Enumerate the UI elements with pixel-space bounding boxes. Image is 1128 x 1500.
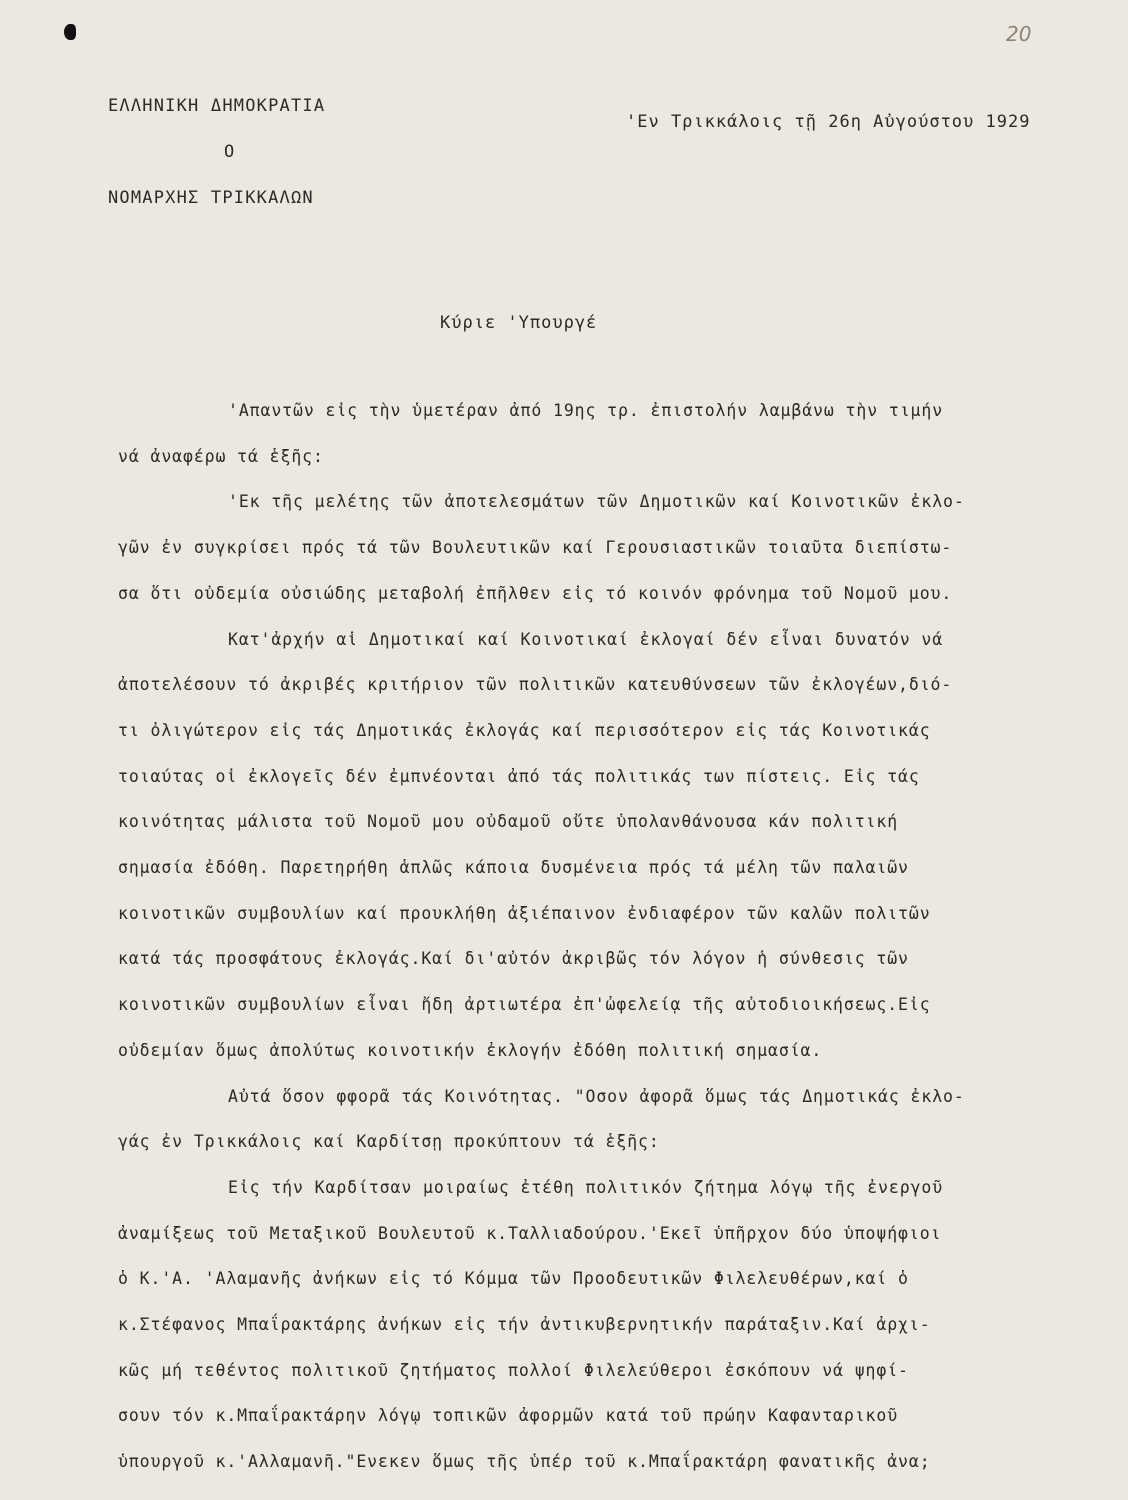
dateline: 'Εν Τρικκάλοις τῇ 26η Αὐγούστου 1929 — [626, 112, 1031, 132]
body-line: κοινοτικῶν συμβουλίων καί προυκλήθη ἀξιέπαινον ἐνδιαφέρον τῶν καλῶν πολιτῶν — [118, 903, 931, 923]
salutation: Κύριε 'Υπουργέ — [440, 313, 598, 333]
punch-hole-mark — [64, 24, 76, 40]
body-line: οὐδεμίαν ὅμως ἀπολύτως κοινοτικήν ἐκλογήν ἐδόθη πολιτική σημασία. — [118, 1040, 823, 1060]
letterhead — [108, 96, 325, 234]
body-line: γάς ἐν Τρικκάλοις καί Καρδίτσῃ προκύπτουν τά ἑξῆς: — [118, 1132, 660, 1152]
body-line: τοιαύτας οἱ ἐκλογεῖς δέν ἐμπνέονται ἀπό τάς πολιτικάς των πίστεις. Εἰς τάς — [118, 766, 920, 786]
archive-number: 20 — [1006, 22, 1032, 46]
body-line: σουν τόν κ.Μπαΐρακτάρην λόγῳ τοπικῶν ἀφορμῶν κατά τοῦ πρώην Καφανταρικοῦ — [118, 1406, 899, 1426]
letterhead-line-1: ΕΛΛΗΝΙΚΗ ΔΗΜΟΚΡΑΤΙΑ — [108, 96, 326, 116]
letter-body — [118, 388, 1108, 1485]
body-line: κοινοτικῶν συμβουλίων εἶναι ἤδη ἀρτιωτέρα ἐπ'ὠφελείᾳ τῆς αὐτοδιοικήσεως.Εἰς — [118, 995, 931, 1015]
body-line: σημασία ἐδόθη. Παρετηρήθη ἁπλῶς κάποια δυσμένεια πρός τά μέλη τῶν παλαιῶν — [118, 858, 909, 878]
body-line: Κατ'ἀρχήν αἱ Δημοτικαί καί Κοινοτικαί ἐκλογαί δέν εἶναι δυνατόν νά — [228, 629, 944, 649]
body-line: ὁ Κ.'Α. 'Αλαμανῆς ἀνήκων εἰς τό Κόμμα τῶν Προοδευτικῶν Φιλελευθέρων,καί ὁ — [118, 1269, 909, 1289]
body-line: 'Απαντῶν εἰς τὴν ὑμετέραν ἀπό 19ης τρ. ἐπιστολήν λαμβάνω τὴν τιμήν — [228, 401, 944, 420]
body-line: κ.Στέφανος Μπαΐρακτάρης ἀνήκων εἰς τήν ἀντικυβερνητικήν παράταξιν.Καί ἀρχι- — [118, 1315, 931, 1335]
body-line: Εἰς τήν Καρδίτσαν μοιραίως ἐτέθη πολιτικόν ζήτημα λόγῳ τῆς ἐνεργοῦ — [228, 1177, 944, 1197]
body-line: νά ἀναφέρω τά ἑξῆς: — [118, 446, 324, 466]
body-line: κοινότητας μάλιστα τοῦ Νομοῦ μου οὐδαμοῦ οὔτε ὑπολανθάνουσα κάν πολιτική — [118, 812, 899, 832]
letterhead-line-2: Ο — [224, 142, 236, 162]
body-line: σα ὅτι οὐδεμία οὐσιώδης μεταβολή ἐπῆλθεν εἰς τό κοινόν φρόνημα τοῦ Νομοῦ μου. — [118, 583, 953, 603]
letterhead-line-3: ΝΟΜΑΡΧΗΣ ΤΡΙΚΚΑΛΩΝ — [108, 188, 314, 208]
body-line: 'Εκ τῆς μελέτης τῶν ἀποτελεσμάτων τῶν Δημοτικῶν καί Κοινοτικῶν ἐκλο- — [228, 492, 965, 512]
body-line: κῶς μή τεθέντος πολιτικοῦ ζητήματος πολλοί Φιλελεύθεροι ἐσκόπουν νά ψηφί- — [118, 1360, 909, 1380]
body-line: Αὐτά ὅσον φφορᾶ τάς Κοινότητας. "Οσον ἀφορᾶ ὅμως τάς Δημοτικάς ἐκλο- — [228, 1086, 965, 1106]
body-line: γῶν ἐν συγκρίσει πρός τά τῶν Βουλευτικῶν καί Γερουσιαστικῶν τοιαῦτα διεπίστω- — [118, 538, 953, 558]
body-line: τι ὀλιγώτερον εἰς τάς Δημοτικάς ἐκλογάς καί περισσότερον εἰς τάς Κοινοτικάς — [118, 720, 931, 740]
body-line: ὑπουργοῦ κ.'Αλλαμανῆ."Ενεκεν ὅμως τῆς ὑπέρ τοῦ κ.Μπαΐρακτάρη φανατικῆς ἀνα; — [118, 1452, 931, 1472]
body-line: κατά τάς προσφάτους ἐκλογάς.Καί δι'αὐτόν ἀκριβῶς τόν λόγον ἡ σύνθεσις τῶν — [118, 949, 909, 969]
body-line: ἀναμίξεως τοῦ Μεταξικοῦ Βουλευτοῦ κ.Ταλλιαδούρου.'Εκεῖ ὑπῆρχον δύο ὑποψήφιοι — [118, 1223, 942, 1243]
body-line: ἀποτελέσουν τό ἀκριβές κριτήριον τῶν πολιτικῶν κατευθύνσεων τῶν ἐκλογέων,διό- — [118, 675, 953, 695]
